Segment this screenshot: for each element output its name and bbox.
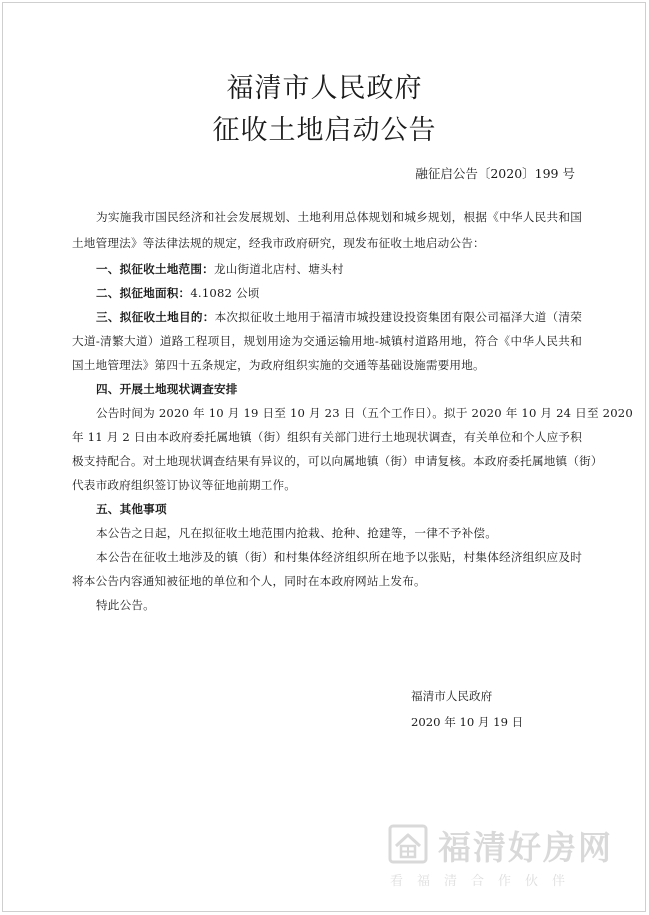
issuer-signature: 福清市人民政府 bbox=[411, 689, 493, 703]
section-5-paragraph-1: 本公告之日起，凡在拟征收土地范围内抢栽、抢种、抢建等，一律不予补偿。 bbox=[96, 526, 497, 540]
house-logo-icon bbox=[388, 824, 428, 864]
page-subtitle: 征收土地启动公告 bbox=[212, 115, 437, 146]
section-3-text-1: 本次拟征收土地用于福清市城投建设投资集团有限公司福泽大道（清荣 bbox=[214, 310, 582, 324]
section-4-line-1: 公告时间为 2020 年 10 月 19 日至 10 月 23 日（五个工作日）。拟于 2020 年 10 月 24 日至 2020 bbox=[96, 406, 633, 420]
document-number: 融征启公告〔2020〕199 号 bbox=[415, 166, 575, 181]
section-5-heading: 五、其他事项 bbox=[96, 502, 167, 516]
watermark bbox=[388, 818, 618, 896]
section-3-heading: 三、拟征收土地目的： bbox=[96, 310, 215, 324]
section-4-line-3: 极支持配合。对土地现状调查结果有异议的，可以向属地镇（街）申请复核。本政府委托属地镇（街） bbox=[72, 454, 603, 468]
section-2-heading: 二、拟征地面积： bbox=[96, 286, 191, 300]
section-2-text: 4.1082 公顷 bbox=[190, 286, 260, 300]
section-4-heading: 四、开展土地现状调查安排 bbox=[96, 382, 238, 396]
section-4-line-2: 年 11 月 2 日由本政府委托属地镇（街）组织有关部门进行土地现状调查，有关单位和个人应予积 bbox=[72, 430, 583, 444]
section-3-line-1 bbox=[96, 309, 582, 325]
section-5-paragraph-2-line-1: 本公告在征收土地涉及的镇（街）和村集体经济组织所在地予以张贴，村集体经济组织应及时 bbox=[96, 550, 582, 564]
intro-line-1: 为实施我市国民经济和社会发展规划、土地利用总体规划和城乡规划，根据《中华人民共和国 bbox=[96, 210, 582, 224]
watermark-slogan: 看福清合作伙伴 bbox=[390, 874, 580, 889]
closing-line: 特此公告。 bbox=[96, 598, 155, 612]
section-5-paragraph-2-line-2: 将本公告内容通知被征地的单位和个人，同时在本政府网站上发布。 bbox=[72, 574, 426, 588]
section-2 bbox=[96, 285, 582, 301]
section-3-line-3: 国土地管理法》第四十五条规定，为政府组织实施的交通等基础设施需要用地。 bbox=[72, 358, 485, 372]
issue-date: 2020 年 10 月 19 日 bbox=[411, 715, 524, 729]
intro-line-2: 土地管理法》等法律法规的规定，经我市政府研究，现发布征收土地启动公告： bbox=[72, 236, 485, 250]
section-4-line-4: 代表市政府组织签订协议等征地前期工作。 bbox=[72, 478, 297, 492]
section-1-heading: 一、拟征收土地范围： bbox=[96, 262, 214, 276]
watermark-title: 福清好房网 bbox=[438, 828, 613, 867]
section-3-line-2: 大道-清繁大道）道路工程项目，规划用途为交通运输用地-城镇村道路用地，符合《中华人民共和 bbox=[72, 334, 582, 348]
section-1 bbox=[96, 261, 582, 277]
page-title: 福清市人民政府 bbox=[226, 73, 423, 104]
section-1-text: 龙山街道北店村、塘头村 bbox=[213, 262, 344, 276]
